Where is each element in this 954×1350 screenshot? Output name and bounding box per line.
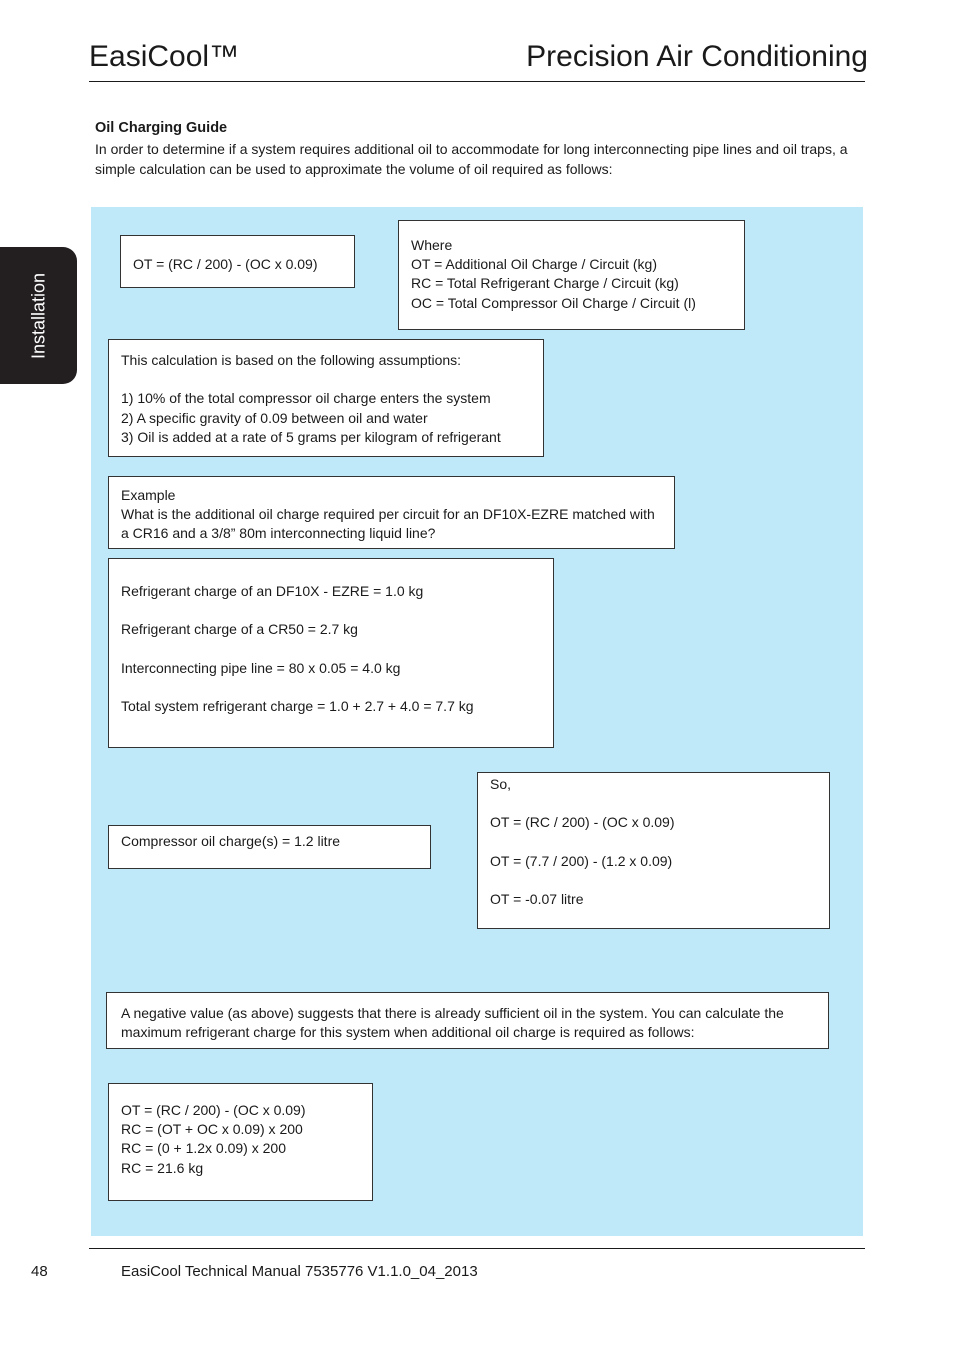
footer-rule bbox=[89, 1248, 865, 1249]
assumption-line: This calculation is based on the following assumptions: bbox=[121, 352, 462, 368]
result-line bbox=[490, 871, 817, 890]
formula-line: OT = (RC / 200) - (OC x 0.09) bbox=[133, 256, 318, 272]
assumption-line: 2) A specific gravity of 0.09 between oil and water bbox=[121, 409, 428, 426]
refrigerant-line: Refrigerant charge of an DF10X - EZRE = 1.0 kg bbox=[121, 583, 424, 599]
assumption-line: 3) Oil is added at a rate of 5 grams per kilogram of refrigerant bbox=[121, 428, 501, 445]
where-line: OC = Total Compressor Oil Charge / Circuit (l) bbox=[411, 294, 696, 311]
where-line: OT = Additional Oil Charge / Circuit (kg) bbox=[411, 256, 658, 273]
result-line: So, bbox=[490, 776, 512, 792]
example-line: What is the additional oil charge required per circuit for an DF10X-EZRE matched with bbox=[121, 506, 655, 523]
where-box bbox=[398, 220, 745, 330]
assumptions-box bbox=[108, 339, 544, 457]
result-line bbox=[490, 794, 817, 813]
section-title: Oil Charging Guide bbox=[95, 120, 228, 136]
side-tab-installation bbox=[0, 247, 77, 384]
example-box bbox=[108, 476, 675, 549]
refrigerant-line: Total system refrigerant charge = 1.0 + 2.7 + 4.0 = 7.7 kg bbox=[121, 698, 474, 715]
refrigerant-line bbox=[121, 678, 541, 697]
assumption-line: 1) 10% of the total compressor oil charge enters the system bbox=[121, 390, 491, 407]
result-box bbox=[477, 772, 830, 929]
refrigerant-line: Refrigerant charge of a CR50 = 2.7 kg bbox=[121, 621, 358, 638]
refrigerant-charge-box bbox=[108, 558, 554, 748]
result-line: OT = (7.7 / 200) - (1.2 x 0.09) bbox=[490, 852, 673, 869]
header-rule bbox=[89, 81, 865, 82]
header-title: Precision Air Conditioning bbox=[526, 40, 868, 73]
page-number: 48 bbox=[31, 1263, 48, 1280]
header-brand: EasiCool™ bbox=[89, 40, 240, 73]
result-line bbox=[490, 833, 817, 852]
result-line: OT = (RC / 200) - (OC x 0.09) bbox=[490, 814, 675, 831]
negative-value-box bbox=[106, 992, 829, 1049]
negative-line: A negative value (as above) suggests that there is already sufficient oil in the system. You can calculate the bbox=[121, 1005, 784, 1021]
refrigerant-line bbox=[121, 601, 541, 620]
where-line: Where bbox=[411, 237, 453, 253]
formula-box bbox=[120, 235, 355, 288]
max-charge-line: RC = 21.6 kg bbox=[121, 1159, 204, 1176]
negative-line: maximum refrigerant charge for this system when additional oil charge is required as follows: bbox=[121, 1024, 695, 1041]
refrigerant-line: Interconnecting pipe line = 80 x 0.05 = 4.0 kg bbox=[121, 659, 401, 676]
example-line: a CR16 and a 3/8” 80m interconnecting liquid line? bbox=[121, 525, 436, 542]
where-line: RC = Total Refrigerant Charge / Circuit (kg) bbox=[411, 275, 679, 292]
max-charge-line: RC = (0 + 1.2x 0.09) x 200 bbox=[121, 1140, 286, 1157]
compressor-oil-box bbox=[108, 825, 431, 869]
section-intro: In order to determine if a system requires additional oil to accommodate for long interconnecting pipe lines and oil traps, a simple calculation can be used to approximate the volume of oil required as follows: bbox=[95, 141, 848, 177]
max-charge-line: OT = (RC / 200) - (OC x 0.09) bbox=[121, 1102, 306, 1118]
result-line: OT = -0.07 litre bbox=[490, 891, 584, 908]
footer-text: EasiCool Technical Manual 7535776 V1.1.0_04_2013 bbox=[121, 1263, 478, 1280]
compressor-line: Compressor oil charge(s) = 1.2 litre bbox=[121, 833, 341, 849]
max-charge-box bbox=[108, 1083, 373, 1201]
side-tab-label: Installation bbox=[28, 272, 48, 359]
assumption-line bbox=[121, 370, 531, 389]
example-line: Example bbox=[121, 487, 176, 503]
refrigerant-line bbox=[121, 640, 541, 659]
max-charge-line: RC = (OT + OC x 0.09) x 200 bbox=[121, 1121, 303, 1138]
